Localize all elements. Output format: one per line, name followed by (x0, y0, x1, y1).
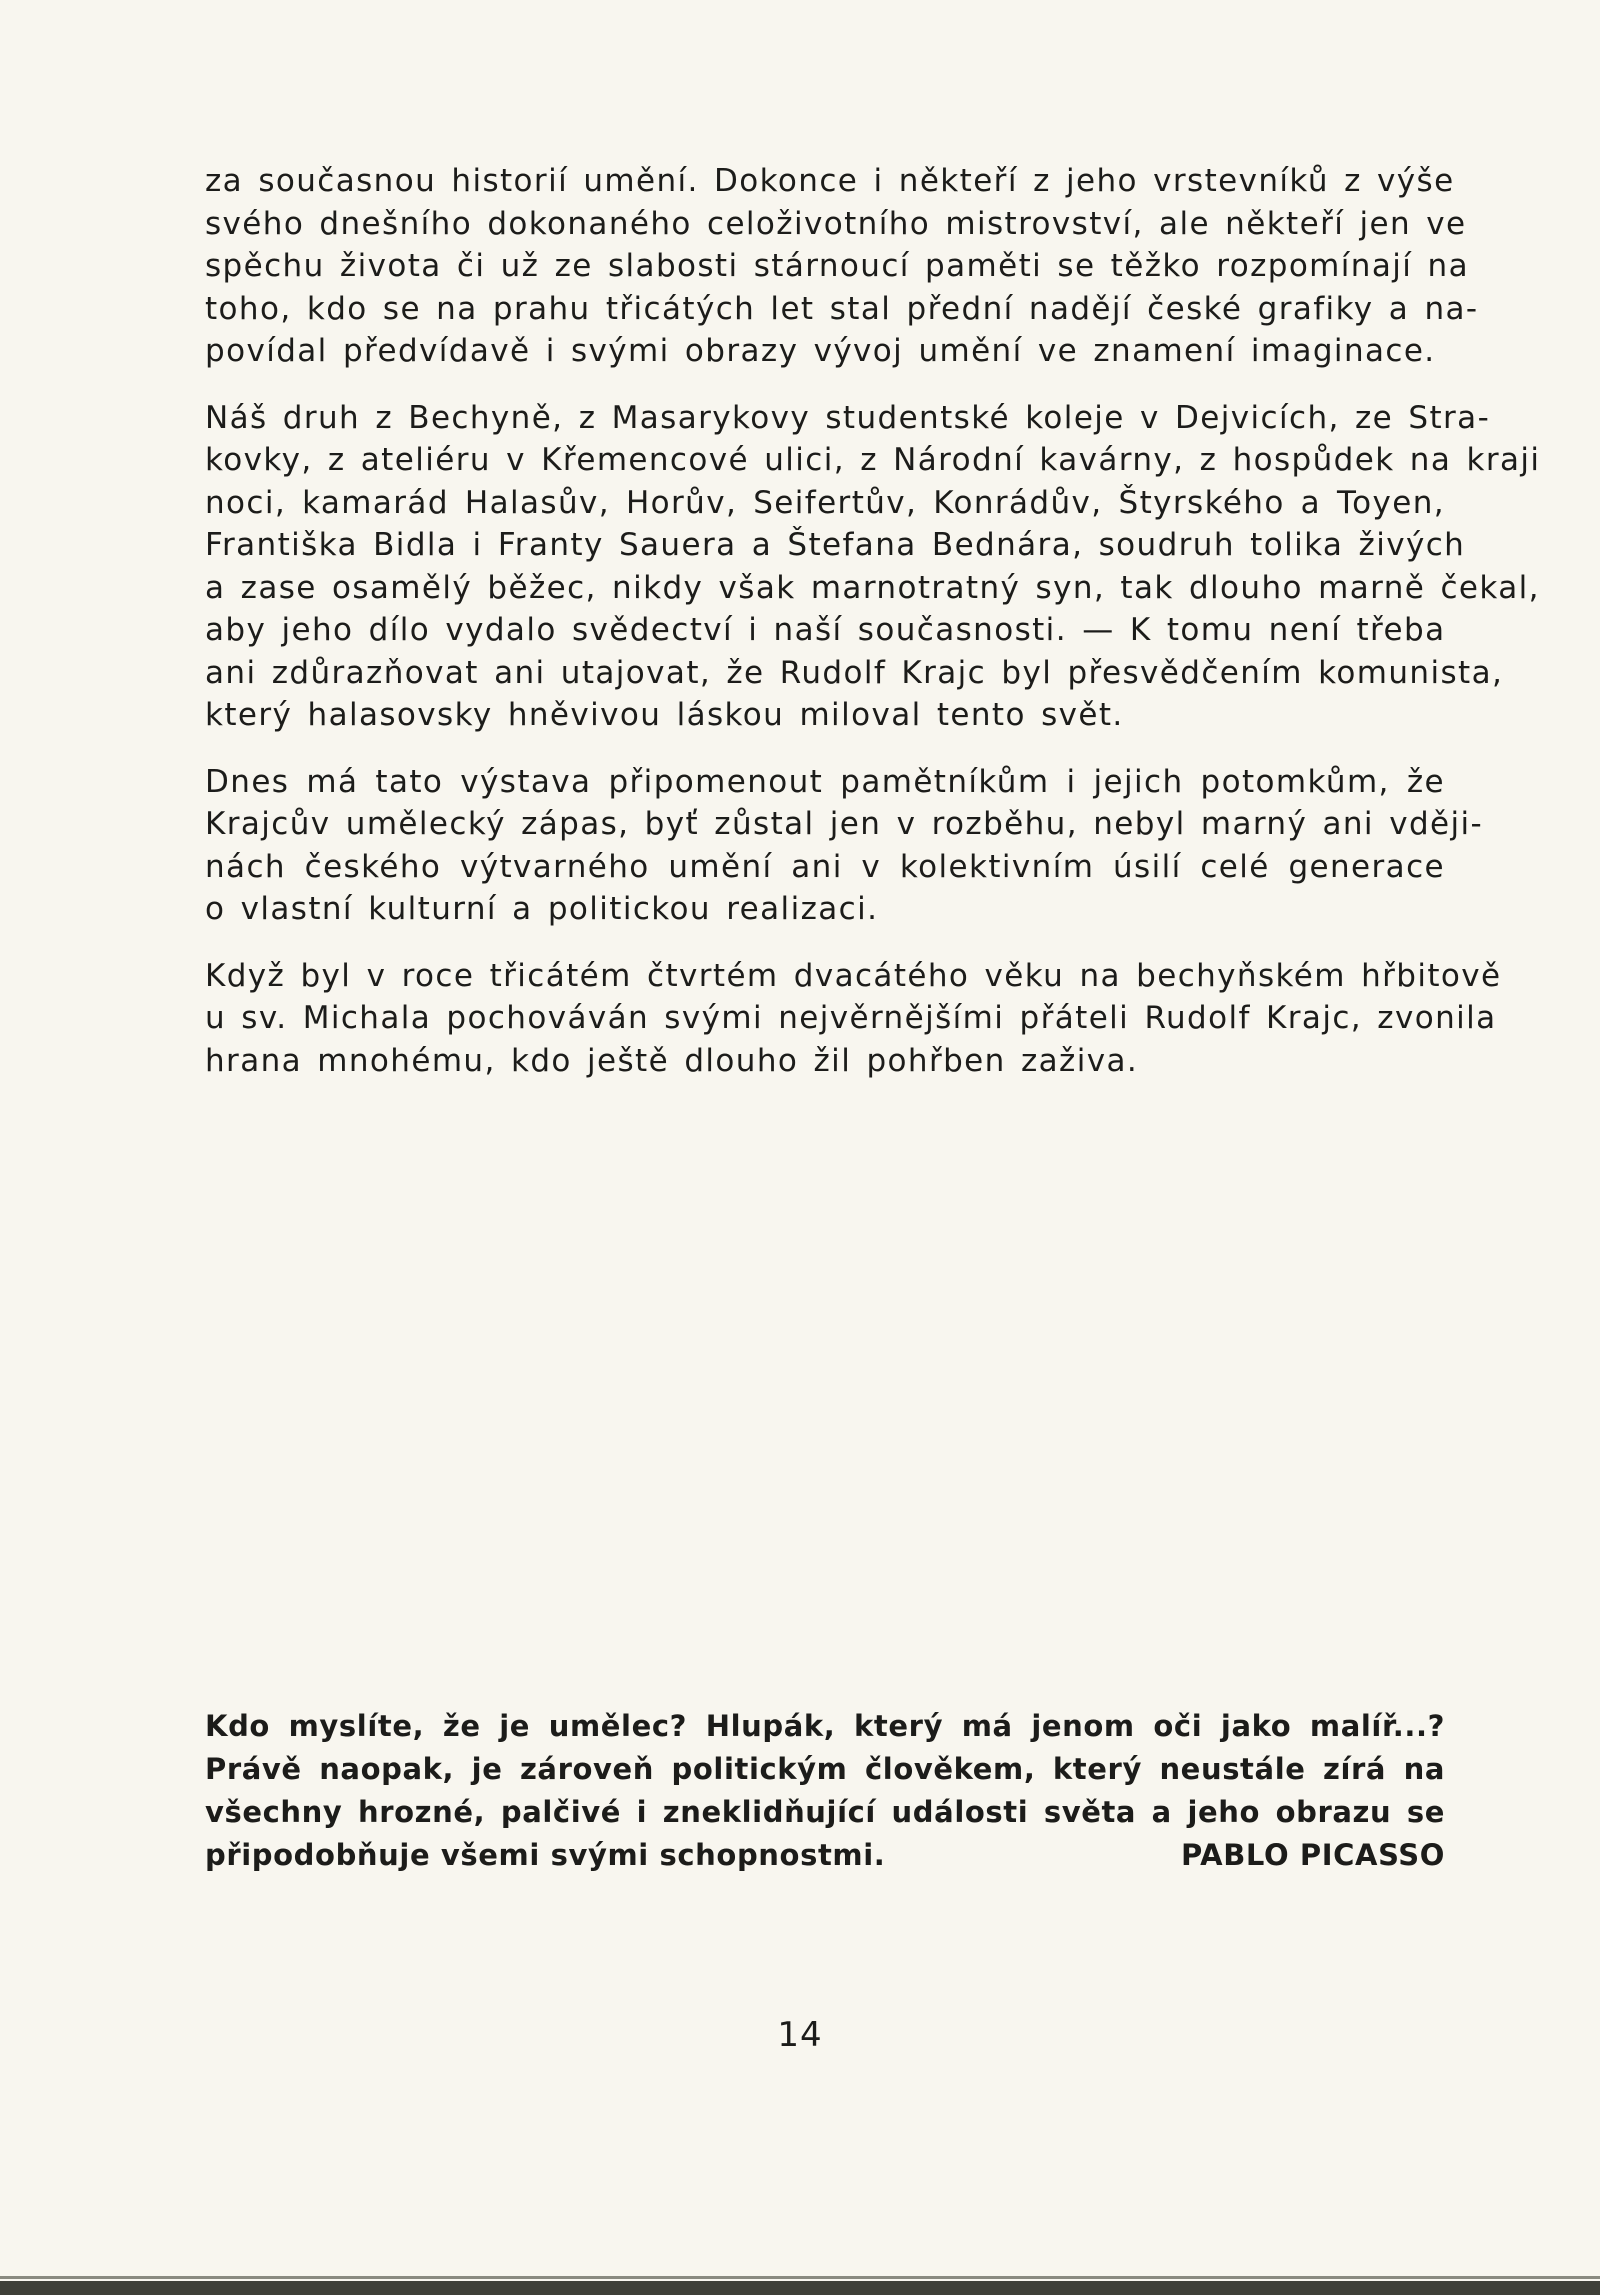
scan-edge (0, 2281, 1600, 2295)
quote-line: Kdo myslíte, že je umělec? Hlupák, který má jenom oči jako malíř...? (205, 1709, 1445, 1743)
text-line: Františka Bidla i Franty Sauera a Štefana Bednára, soudruh tolika živých (205, 527, 1466, 563)
text-line: noci, kamarád Halasův, Horův, Seifertův, Konrádův, Štyrského a Toyen, (205, 484, 1445, 521)
text-line: u sv. Michala pochováván svými nejvěrnějšími přáteli Rudolf Krajc, zvonila (205, 1000, 1497, 1036)
text-line: a zase osamělý běžec, nikdy však marnotratný syn, tak dlouho marně čekal, (205, 569, 1540, 606)
picasso-quote (205, 1705, 1445, 1877)
text-line: spěchu života či už ze slabosti stárnoucí paměti se těžko rozpomínají na (205, 248, 1469, 284)
text-line: o vlastní kulturní a politickou realizaci. (205, 891, 879, 927)
text-line: za současnou historií umění. Dokonce i někteří z jeho vrstevníků z výše (205, 163, 1455, 199)
text-line: Náš druh z Bechyně, z Masarykovy studentské koleje v Dejvicích, ze Stra- (205, 399, 1491, 436)
quote-author: PABLO PICASSO (1180, 1838, 1445, 1872)
text-line: Krajcův umělecký zápas, byť zůstal jen v rozběhu, nebyl marný ani vději- (205, 806, 1484, 842)
text-line: kovky, z ateliéru v Křemencové ulici, z Národní kavárny, z hospůdek na kraji (205, 442, 1541, 478)
quote-line: připodobňuje všemi svými schopnostmi. (205, 1838, 886, 1872)
text-line: aby jeho dílo vydalo svědectví i naší současnosti. — K tomu není třeba (205, 612, 1446, 648)
quote-line: Právě naopak, je zároveň politickým člověkem, který neustále zírá na (205, 1752, 1445, 1786)
scan-edge-line (0, 2276, 1600, 2279)
page-number: 14 (777, 2015, 823, 2055)
text-line: hrana mnohému, kdo ještě dlouho žil pohřben zaživa. (205, 1042, 1139, 1079)
text-line: Když byl v roce třicátém čtvrtém dvacátého věku na bechyňském hřbitově (205, 957, 1502, 994)
quote-last-line (205, 1834, 1445, 1877)
text-line: ani zdůrazňovat ani utajovat, že Rudolf Krajc byl přesvědčením komunista, (205, 654, 1504, 691)
text-line: nách českého výtvarného umění ani v kolektivním úsilí celé generace (205, 848, 1445, 885)
paragraph-3 (205, 761, 1484, 931)
text-line: který halasovsky hněvivou láskou miloval tento svět. (205, 697, 1124, 733)
text-line: povídal předvídavě i svými obrazy vývoj umění ve znamení imaginace. (205, 333, 1436, 369)
text-line: Dnes má tato výstava připomenout pamětníkům i jejich potomkům, že (205, 763, 1445, 800)
paragraph-2 (205, 397, 1541, 737)
paragraph-4 (205, 955, 1502, 1083)
body-text (205, 160, 1541, 1106)
paragraph-1 (205, 160, 1479, 373)
text-line: svého dnešního dokonaného celoživotního mistrovství, ale někteří jen ve (205, 205, 1467, 242)
quote-line: všechny hrozné, palčivé i zneklidňující události světa a jeho obrazu se (205, 1795, 1445, 1829)
text-line: toho, kdo se na prahu třicátých let stal přední nadějí české grafiky a na- (205, 290, 1479, 327)
